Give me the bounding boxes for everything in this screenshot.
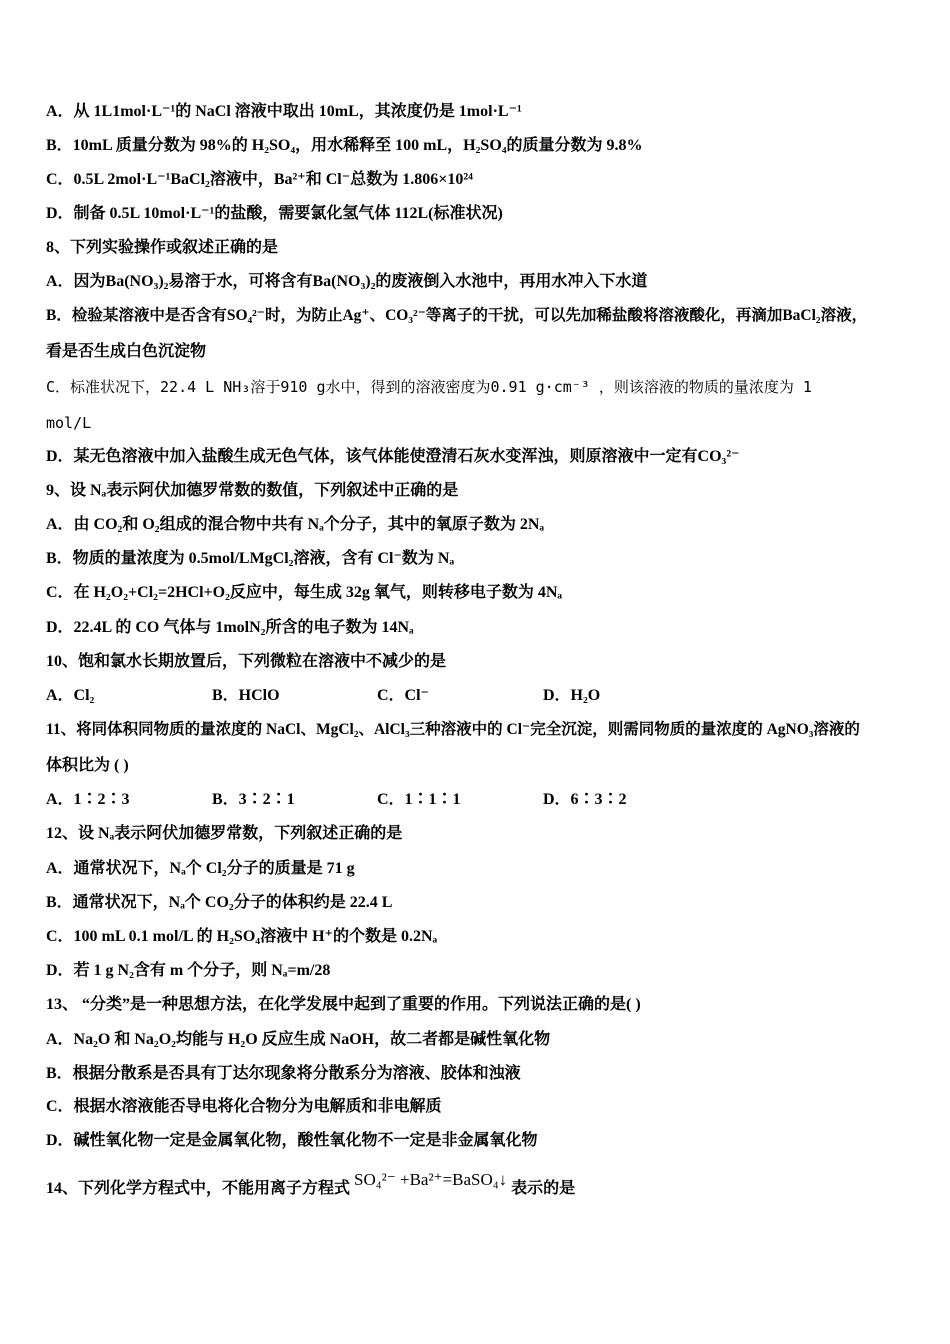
q14-stem-line [46,1170,576,1199]
q8-stem: 8、下列实验操作或叙述正确的是 [46,239,279,256]
q13-option-d: D．碱性氧化物一定是金属氧化物，酸性氧化物不一定是非金属氧化物 [46,1132,538,1149]
q9-option-b: B．物质的量浓度为 0.5mol/LMgCl₂溶液，含有 Cl⁻数为 Nₐ [46,550,455,567]
q12-option-a: A．通常状况下，Nₐ个 Cl₂分子的质量是 71 g [46,860,355,877]
q13-option-b: B．根据分散系是否具有丁达尔现象将分散系分为溶液、胶体和浊液 [46,1065,521,1082]
q13-option-a: A．Na₂O 和 Na₂O₂均能与 H₂O 反应生成 NaOH，故二者都是碱性氧化物 [46,1031,551,1048]
q7-option-a: A．从 1L1mol·L⁻¹的 NaCl 溶液中取出 10mL，其浓度仍是 1mol·L⁻¹ [46,103,522,120]
q8-option-b-cont: 看是否生成白色沉淀物 [46,343,207,360]
q9-option-a: A．由 CO₂和 O₂组成的混合物中共有 Nₐ个分子，其中的氧原子数为 2Nₐ [46,516,545,533]
q10-stem: 10、饱和氯水长期放置后，下列微粒在溶液中不减少的是 [46,653,447,670]
q7-option-b: B．10mL 质量分数为 98%的 H₂SO₄，用水稀释至 100 mL，H₂SO₄的质量分数为 9.8% [46,137,643,154]
q7-option-d: D．制备 0.5L 10mol·L⁻¹的盐酸，需要氯化氢气体 112L(标准状况) [46,205,503,222]
q13-stem: 13、 “分类”是一种思想方法，在化学发展中起到了重要的作用。下列说法正确的是( ) [46,996,641,1013]
q13-option-c: C．根据水溶液能否导电将化合物分为电解质和非电解质 [46,1098,442,1115]
q8-option-b: B．检验某溶液中是否含有SO₄²⁻时，为防止Ag⁺、CO₃²⁻等离子的干扰，可以先加稀盐酸将溶液酸化，再滴加BaCl₂溶液， [46,307,868,324]
q14-stem-tail: 表示的是 [511,1180,576,1197]
q12-stem: 12、设 Nₐ表示阿伏加德罗常数，下列叙述正确的是 [46,825,403,842]
q8-option-c-cont: mol/L [46,414,92,432]
q11-option-b: B．3∶2∶1 [212,791,295,808]
q10-option-a: A．Cl₂ [46,687,95,704]
q10-option-b: B．HClO [212,687,280,704]
q11-option-a: A．1∶2∶3 [46,791,130,808]
q11-option-c: C．1∶1∶1 [377,791,461,808]
q9-option-c: C．在 H₂O₂+Cl₂=2HCl+O₂反应中，每生成 32g 氧气，则转移电子数为 4Nₐ [46,584,563,601]
q8-option-a: A．因为Ba(NO₃)₂易溶于水，可将含有Ba(NO₃)₂的废液倒入水池中，再用水冲入下水道 [46,273,648,290]
q10-option-c: C．Cl⁻ [377,687,430,704]
q12-option-c: C．100 mL 0.1 mol/L 的 H₂SO₄溶液中 H⁺的个数是 0.2Nₐ [46,928,438,945]
q12-option-b: B．通常状况下，Nₐ个 CO₂分子的体积约是 22.4 L [46,894,393,911]
q11-stem-cont: 体积比为 ( ) [46,757,129,774]
q14-stem: 14、下列化学方程式中，不能用离子方程式 [46,1180,351,1197]
q11-stem: 11、将同体积同物质的量浓度的 NaCl、MgCl₂、AlCl₃三种溶液中的 Cl⁻完全沉淀，则需同物质的量浓度的 AgNO₃溶液的 [46,721,860,738]
q8-option-c: C．标准状况下，22.4 L NH₃溶于910 g水中，得到的溶液密度为0.91 g·cm⁻³ ，则该溶液的物质的量浓度为 1 [46,378,812,396]
q8-option-d: D．某无色溶液中加入盐酸生成无色气体，该气体能使澄清石灰水变浑浊，则原溶液中一定有CO₃²⁻ [46,448,740,465]
q12-option-d: D．若 1 g N₂含有 m 个分子，则 Nₐ=m/28 [46,962,331,979]
q9-stem: 9、设 Nₐ表示阿伏加德罗常数的数值，下列叙述中正确的是 [46,482,459,499]
q11-option-d: D．6∶3∶2 [543,791,627,808]
q10-option-d: D．H₂O [543,687,601,704]
q14-ionic-equation: SO₄²⁻ +Ba²⁺=BaSO₄↓ [354,1170,508,1189]
q7-option-c: C．0.5L 2mol·L⁻¹BaCl₂溶液中，Ba²⁺和 Cl⁻总数为 1.806×10²⁴ [46,171,473,188]
q9-option-d: D．22.4L 的 CO 气体与 1molN₂所含的电子数为 14Nₐ [46,619,414,636]
